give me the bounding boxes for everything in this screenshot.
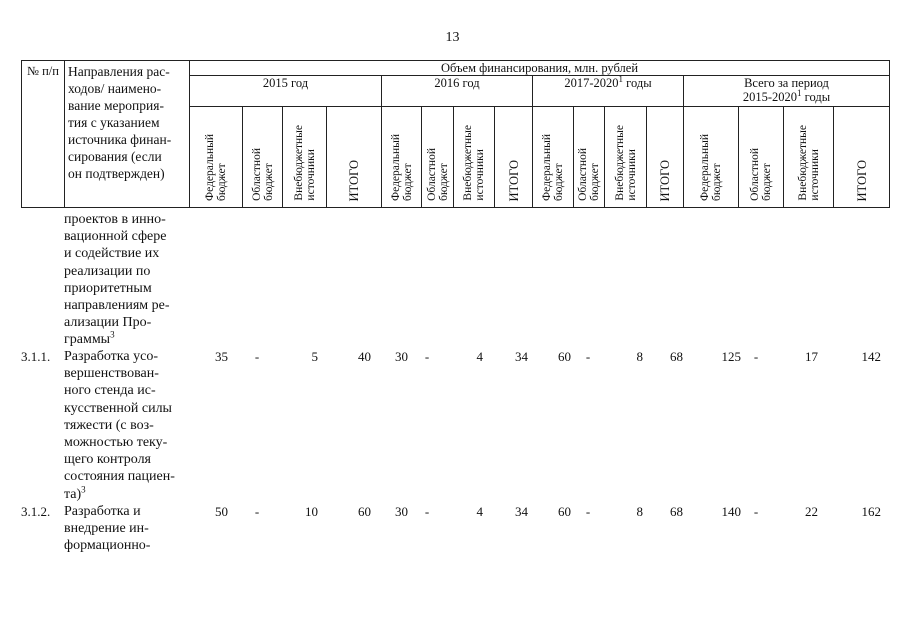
subcol-label: Областной бюджет — [577, 148, 601, 201]
subcol-header-2016-0 — [382, 107, 422, 208]
row-value-cell: 22 — [805, 504, 818, 519]
subcol-label: ИТОГО — [854, 159, 869, 201]
financing-table-header — [21, 60, 890, 208]
row-value-cell: 30 — [395, 349, 408, 364]
row-value-cell: 142 — [861, 349, 881, 364]
header-period-2017-2020: 2017-2020$^1$ годы — [533, 76, 684, 107]
row-value-cell: - — [753, 349, 759, 364]
row-value-cell: 68 — [670, 349, 683, 364]
row-value-cell: 125 — [721, 349, 741, 364]
subcol-header-2016-3 — [495, 107, 533, 208]
subcol-label: Внебюджетные источники — [796, 125, 821, 201]
row-value-cell: 17 — [805, 349, 818, 364]
row-value-cell: 30 — [395, 504, 408, 519]
row-value-cell: 162 — [861, 504, 881, 519]
header-period-total: Всего за период 2015-2020$^1$ годы — [684, 76, 890, 107]
row-value-cell: 4 — [476, 504, 483, 519]
row-value-cell: - — [424, 349, 430, 364]
row-value-cell: 4 — [476, 349, 483, 364]
row-value-cell: 60 — [558, 504, 571, 519]
subcol-header-2016-1 — [422, 107, 454, 208]
subcol-label: Областной бюджет — [749, 148, 773, 201]
row-value-cell: - — [753, 504, 759, 519]
subcol-label: Федеральный бюджет — [204, 134, 228, 201]
row-value-cell: 5 — [311, 349, 318, 364]
subcol-header-2015-0 — [190, 107, 243, 208]
subcol-header-total-0 — [684, 107, 739, 208]
subcol-header-2017-2020-0 — [533, 107, 574, 208]
subcol-header-total-2 — [784, 107, 834, 208]
subcol-header-2015-3 — [327, 107, 382, 208]
row-value-cell: 140 — [721, 504, 741, 519]
subcol-label: Федеральный бюджет — [699, 134, 723, 201]
subcol-label: Федеральный бюджет — [389, 134, 414, 201]
page-number: 13 — [445, 30, 460, 45]
row-value-cell: - — [254, 504, 260, 519]
subcol-label: Федеральный бюджет — [541, 134, 565, 201]
row-value-cell: 34 — [515, 504, 528, 519]
row-value-cell: - — [585, 349, 591, 364]
subcol-label: Внебюджетные источники — [462, 125, 486, 201]
row-value-cell: 8 — [636, 349, 643, 364]
row-value-cell: 10 — [305, 504, 318, 519]
row-value-cell: 68 — [670, 504, 683, 519]
subcol-header-2016-2 — [454, 107, 495, 208]
subcol-header-total-1 — [739, 107, 784, 208]
row-value-cell: 50 — [215, 504, 228, 519]
continuation-text: проектов в инно- вационной сфере и содействие их реализации по приоритетным направлениям ре- ализации Про- граммы$^3$ — [64, 212, 170, 348]
subcol-header-total-3 — [834, 107, 890, 208]
subcol-header-2017-2020-3 — [647, 107, 684, 208]
header-period-2015: 2015 год — [190, 76, 382, 107]
row-number: 3.1.1. — [21, 349, 51, 364]
subcol-header-2015-2 — [283, 107, 327, 208]
header-num: № п/п — [22, 61, 65, 208]
subcol-label: Областной бюджет — [425, 148, 450, 201]
subcol-label: ИТОГО — [506, 159, 521, 201]
row-value-cell: 60 — [558, 349, 571, 364]
subcol-label: ИТОГО — [658, 159, 672, 201]
subcol-label: Внебюджетные источники — [292, 125, 317, 201]
subcol-label: Внебюджетные источники — [613, 125, 638, 201]
row-value-cell: - — [254, 349, 260, 364]
row-description: Разработка и внедрение ин- формационно- — [64, 504, 151, 554]
subcol-label: Областной бюджет — [250, 148, 275, 201]
row-value-cell: 34 — [515, 349, 528, 364]
subcol-header-2017-2020-2 — [605, 107, 647, 208]
header-period-2016: 2016 год — [382, 76, 533, 107]
header-volume: Объем финансирования, млн. рублей — [190, 61, 890, 76]
subcol-label: ИТОГО — [347, 159, 361, 201]
row-value-cell: 35 — [215, 349, 228, 364]
row-description: Разработка усо- вершенствован- ного стенда ис- кусственной силы тяжести (с воз- можностью теку- щего контроля состояния пациен- та)$^3$ — [64, 349, 175, 502]
header-direction: Направления рас- ходов/ наимено- вание мероприя- тия с указанием источника финан- сирования (если он подтвержден) — [65, 61, 190, 208]
row-value-cell: 40 — [358, 349, 371, 364]
subcol-header-2017-2020-1 — [574, 107, 605, 208]
row-number: 3.1.2. — [21, 504, 51, 519]
row-value-cell: 60 — [358, 504, 371, 519]
subcol-header-2015-1 — [243, 107, 283, 208]
row-value-cell: - — [585, 504, 591, 519]
row-value-cell: 8 — [636, 504, 643, 519]
row-value-cell: - — [424, 504, 430, 519]
